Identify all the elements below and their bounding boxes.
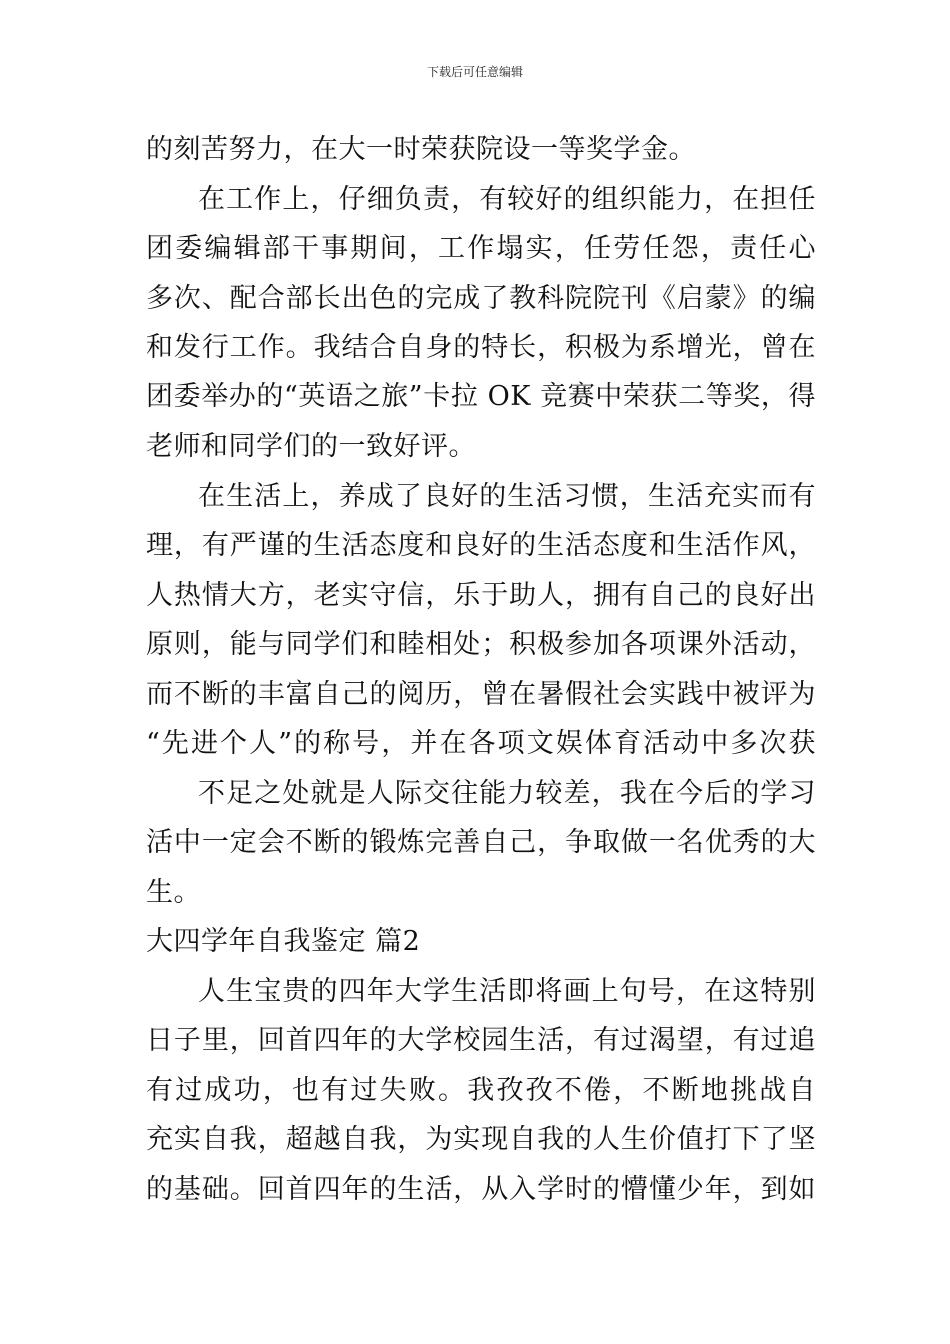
body-line: 在工作上，仔细负责，有较好的组织能力，在担任	[198, 184, 816, 215]
body-line: 充实自我，超越自我，为实现自我的人生价值打下了坚	[146, 1124, 816, 1155]
body-line: 而不断的丰富自己的阅历，曾在暑假社会实践中被评为	[146, 679, 816, 710]
body-line: 的刻苦努力，在大一时荣获院设一等奖学金。	[146, 134, 696, 165]
body-line: 团委举办的“英语之旅”卡拉 OK 竞赛中荣获二等奖，得	[146, 381, 816, 412]
body-line: 生。	[146, 877, 201, 908]
body-line: 和发行工作。我结合自身的特长，积极为系增光，曾在	[146, 332, 816, 363]
body-line: 老师和同学们的一致好评。	[146, 431, 476, 462]
body-line: 多次、配合部长出色的完成了教科院院刊《启蒙》的编	[146, 283, 816, 314]
body-line: 日子里，回首四年的大学校园生活，有过渴望，有过追	[146, 1025, 816, 1056]
body-line: 理，有严谨的生活态度和良好的生活态度和生活作风，	[146, 530, 816, 561]
body-line: 团委编辑部干事期间，工作塌实，任劳任怨，责任心	[146, 233, 816, 264]
body-line: 的基础。回首四年的生活，从入学时的懵懂少年，到如	[146, 1174, 816, 1205]
body-line: 不足之处就是人际交往能力较差，我在今后的学习	[198, 778, 816, 809]
body-line: 人热情大方，老实守信，乐于助人，拥有自己的良好出	[146, 580, 816, 611]
body-line: 有过成功，也有过失败。我孜孜不倦，不断地挑战自	[146, 1075, 816, 1106]
body-line: 活中一定会不断的锻炼完善自己，争取做一名优秀的大	[146, 827, 816, 858]
body-line: 原则，能与同学们和睦相处；积极参加各项课外活动，	[146, 629, 816, 660]
page-header-note: 下载后可任意编辑	[426, 65, 523, 79]
section-heading: 大四学年自我鉴定 篇2	[146, 926, 421, 957]
body-line: 人生宝贵的四年大学生活即将画上句号，在这特别	[198, 976, 816, 1007]
body-line: 在生活上，养成了良好的生活习惯，生活充实而有	[198, 481, 816, 512]
body-line: “先进个人”的称号，并在各项文娱体育活动中多次获	[146, 728, 816, 759]
